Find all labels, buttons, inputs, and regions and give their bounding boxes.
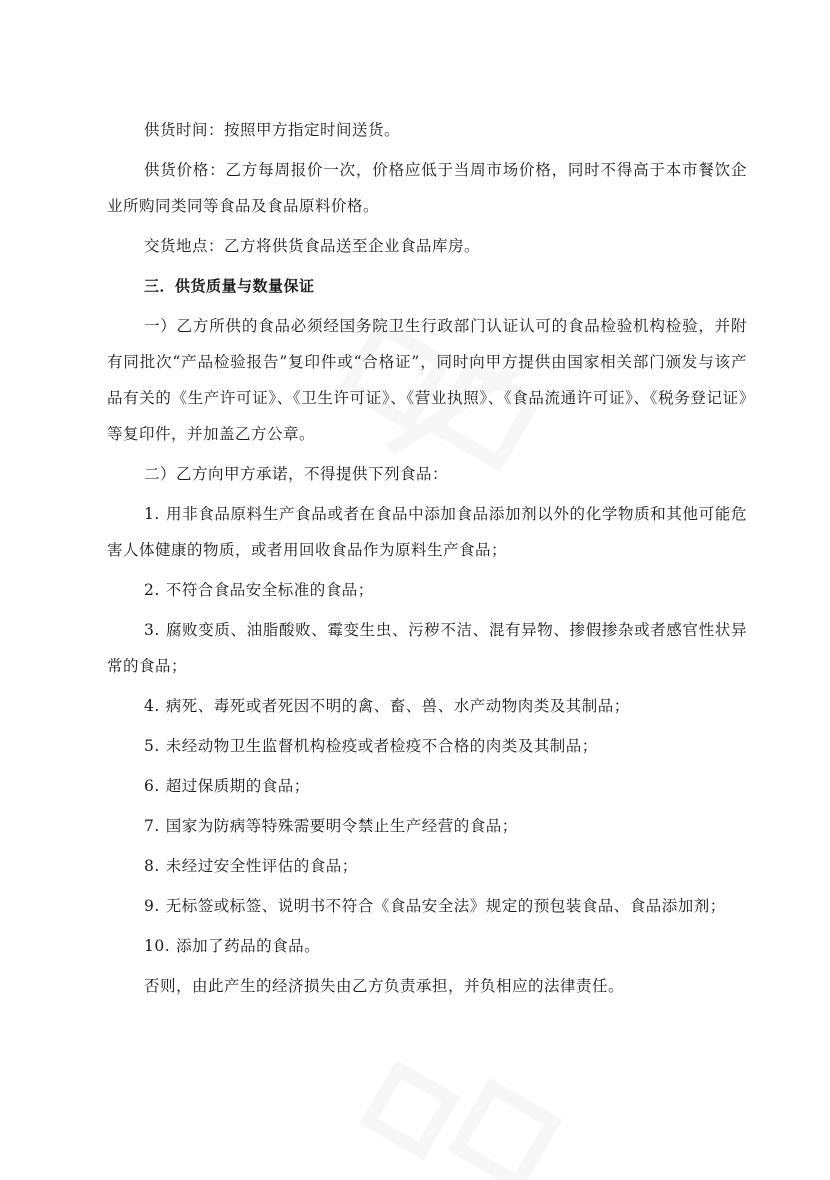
paragraph-supply-price: 供货价格：乙方每周报价一次，价格应低于当周市场价格，同时不得高于本市餐饮企业所购同类同等食品及食品原料价格。 <box>107 161 747 215</box>
paragraph-clause-2: 二）乙方向甲方承诺，不得提供下列食品： <box>144 465 449 483</box>
document-body <box>107 112 747 1004</box>
prohibited-list <box>107 496 747 964</box>
list-item <box>107 808 747 844</box>
list-item-number: 7. <box>144 817 160 835</box>
list-item <box>107 728 747 764</box>
section-heading: 三．供货质量与数量保证 <box>144 277 315 295</box>
watermark-graphic-bottom <box>360 1040 590 1180</box>
list-item-text: 国家为防病等特殊需要明令禁止生产经营的食品； <box>165 817 518 835</box>
list-item <box>107 848 747 884</box>
list-item <box>107 496 747 568</box>
list-item-text: 超过保质期的食品； <box>165 777 310 795</box>
list-item <box>107 688 747 724</box>
list-item-number: 1. <box>144 505 160 523</box>
list-item-text: 病死、毒死或者死因不明的禽、畜、兽、水产动物肉类及其制品； <box>165 697 630 715</box>
list-item-text: 不符合食品安全标准的食品； <box>165 581 374 599</box>
list-item-number: 2. <box>144 581 160 599</box>
list-item-number: 5. <box>144 737 160 755</box>
list-item <box>107 888 747 924</box>
list-item-text: 腐败变质、油脂酸败、霉变生虫、污秽不洁、混有异物、掺假掺杂或者感官性状异常的食品； <box>107 621 747 675</box>
paragraph-closing: 否则，由此产生的经济损失由乙方负责承担，并负相应的法律责任。 <box>144 977 625 995</box>
list-item-number: 3. <box>144 621 160 639</box>
list-item-text: 未经过安全性评估的食品； <box>165 857 358 875</box>
paragraph-clause-1: 一）乙方所供的食品必须经国务院卫生行政部门认证认可的食品检验机构检验，并附有同批次“产品检验报告”复印件或“合格证”，同时向甲方提供由国家相关部门颁发与该产品有关的《生产许可证》、《卫生许可证》、《营业执照》、《食品流通许可证》、《税务登记证》等复印件，并加盖乙方公章。 <box>107 317 747 443</box>
list-item-number: 6. <box>144 777 160 795</box>
list-item <box>107 768 747 804</box>
paragraph-supply-time: 供货时间：按照甲方指定时间送货。 <box>144 121 401 139</box>
list-item-text: 添加了药品的食品。 <box>176 937 321 955</box>
list-item-text: 无标签或标签、说明书不符合《食品安全法》规定的预包装食品、食品添加剂； <box>165 897 726 915</box>
list-item <box>107 612 747 684</box>
list-item-number: 10. <box>144 937 171 955</box>
paragraph-delivery-place: 交货地点：乙方将供货食品送至企业食品库房。 <box>144 237 481 255</box>
list-item-text: 用非食品原料生产食品或者在食品中添加食品添加剂以外的化学物质和其他可能危害人体健康的物质，或者用回收食品作为原料生产食品； <box>107 505 747 559</box>
list-item-number: 8. <box>144 857 160 875</box>
list-item <box>107 572 747 608</box>
list-item-number: 9. <box>144 897 160 915</box>
list-item-text: 未经动物卫生监督机构检疫或者检疫不合格的肉类及其制品； <box>165 737 598 755</box>
list-item <box>107 928 747 964</box>
list-item-number: 4. <box>144 697 160 715</box>
